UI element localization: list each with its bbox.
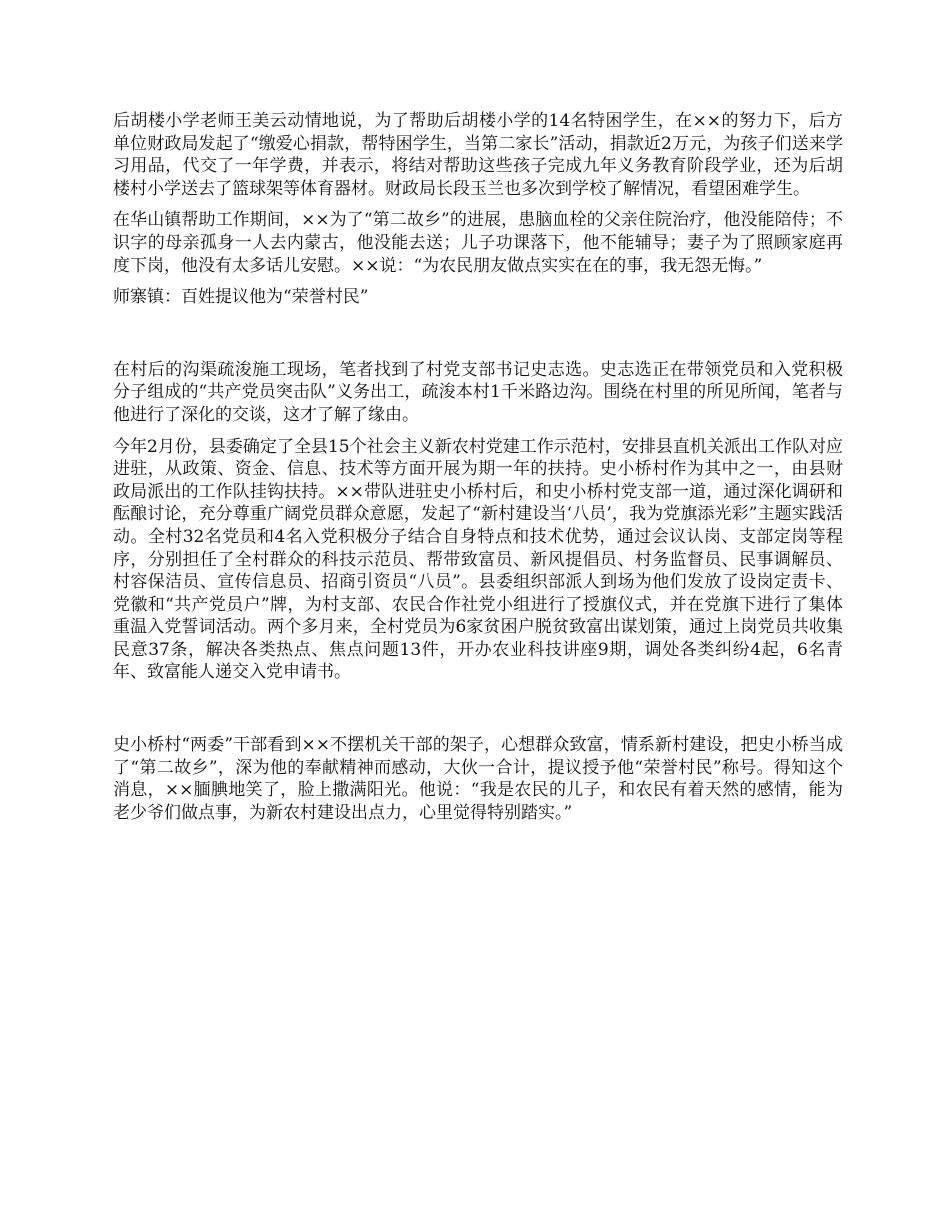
paragraph-4: 今年2月份，县委确定了全县15个社会主义新农村党建工作示范村，安排县直机关派出工作队对应进驻，从政策、资金、信息、技术等方面开展为期一年的扶持。史小桥村作为其中之一，由县财政局派出的工作队挂钩扶持。××带队进驻史小桥村后，和史小桥村党支部一道，通过深化调研和酝酿讨论，充分尊重广阔党员群众意愿，发起了“新村建设当‘八员’，我为党旗添光彩”主题实践活动。全村32名党员和4名入党积极分子结合自身特点和技术优势，通过会议认岗、支部定岗等程序，分别担任了全村群众的科技示范员、帮带致富员、新风提倡员、村务监督员、民事调解员、村容保洁员、宣传信息员、招商引资员“八员”。县委组织部派人到场为他们发放了设岗定责卡、党徽和“共产党员户”牌，为村支部、农民合作社党小组进行了授旗仪式，并在党旗下进行了集体重温入党誓词活动。两个多月来，全村党员为6家贫困户脱贫致富出谋划策，通过上岗党员共收集民意37条，解决各类热点、焦点问题13件，开办农业科技讲座9期，调处各类纠纷4起，6名青年、致富能人递交入党申请书。 (113, 436, 843, 683)
paragraph-1: 后胡楼小学老师王美云动情地说，为了帮助后胡楼小学的14名特困学生，在××的努力下，后方单位财政局发起了“缴爱心捐款，帮特困学生，当第二家长”活动，捐款近2万元，为孩子们送来学习用品，代交了一年学费，并表示，将结对帮助这些孩子完成九年义务教育阶段学业，还为后胡楼村小学送去了篮球架等体育器材。财政局长段玉兰也多次到学校了解情况，看望困难学生。 (113, 111, 843, 199)
document-body (113, 110, 843, 824)
section-heading: 师寨镇：百姓提议他为“荣誉村民” (113, 287, 369, 308)
paragraph-5: 史小桥村“两委”干部看到××不摆机关干部的架子，心想群众致富，情系新村建设，把史小桥当成了“第二故乡”，深为他的奉献精神而感动，大伙一合计，提议授予他“荣誉村民”称号。得知这个消息，××腼腆地笑了，脸上撒满阳光。他说：“我是农民的儿子，和农民有着天然的感情，能为老少爷们做点事，为新农村建设出点力，心里觉得特别踏实。” (113, 735, 843, 823)
paragraph-3: 在村后的沟渠疏浚施工现场，笔者找到了村党支部书记史志选。史志选正在带领党员和入党积极分子组成的“共产党员突击队”义务出工，疏浚本村1千米路边沟。围绕在村里的所见所闻，笔者与他进行了深化的交谈，这才了解了缘由。 (113, 359, 843, 425)
paragraph-2: 在华山镇帮助工作期间，××为了“第二故乡”的进展，患脑血栓的父亲住院治疗，他没能陪侍；不识字的母亲孤身一人去内蒙古，他没能去送；儿子功课落下，他不能辅导；妻子为了照顾家庭再度下岗，他没有太多话儿安慰。××说：“为农民朋友做点实实在在的事，我无怨无悔。” (113, 210, 843, 276)
